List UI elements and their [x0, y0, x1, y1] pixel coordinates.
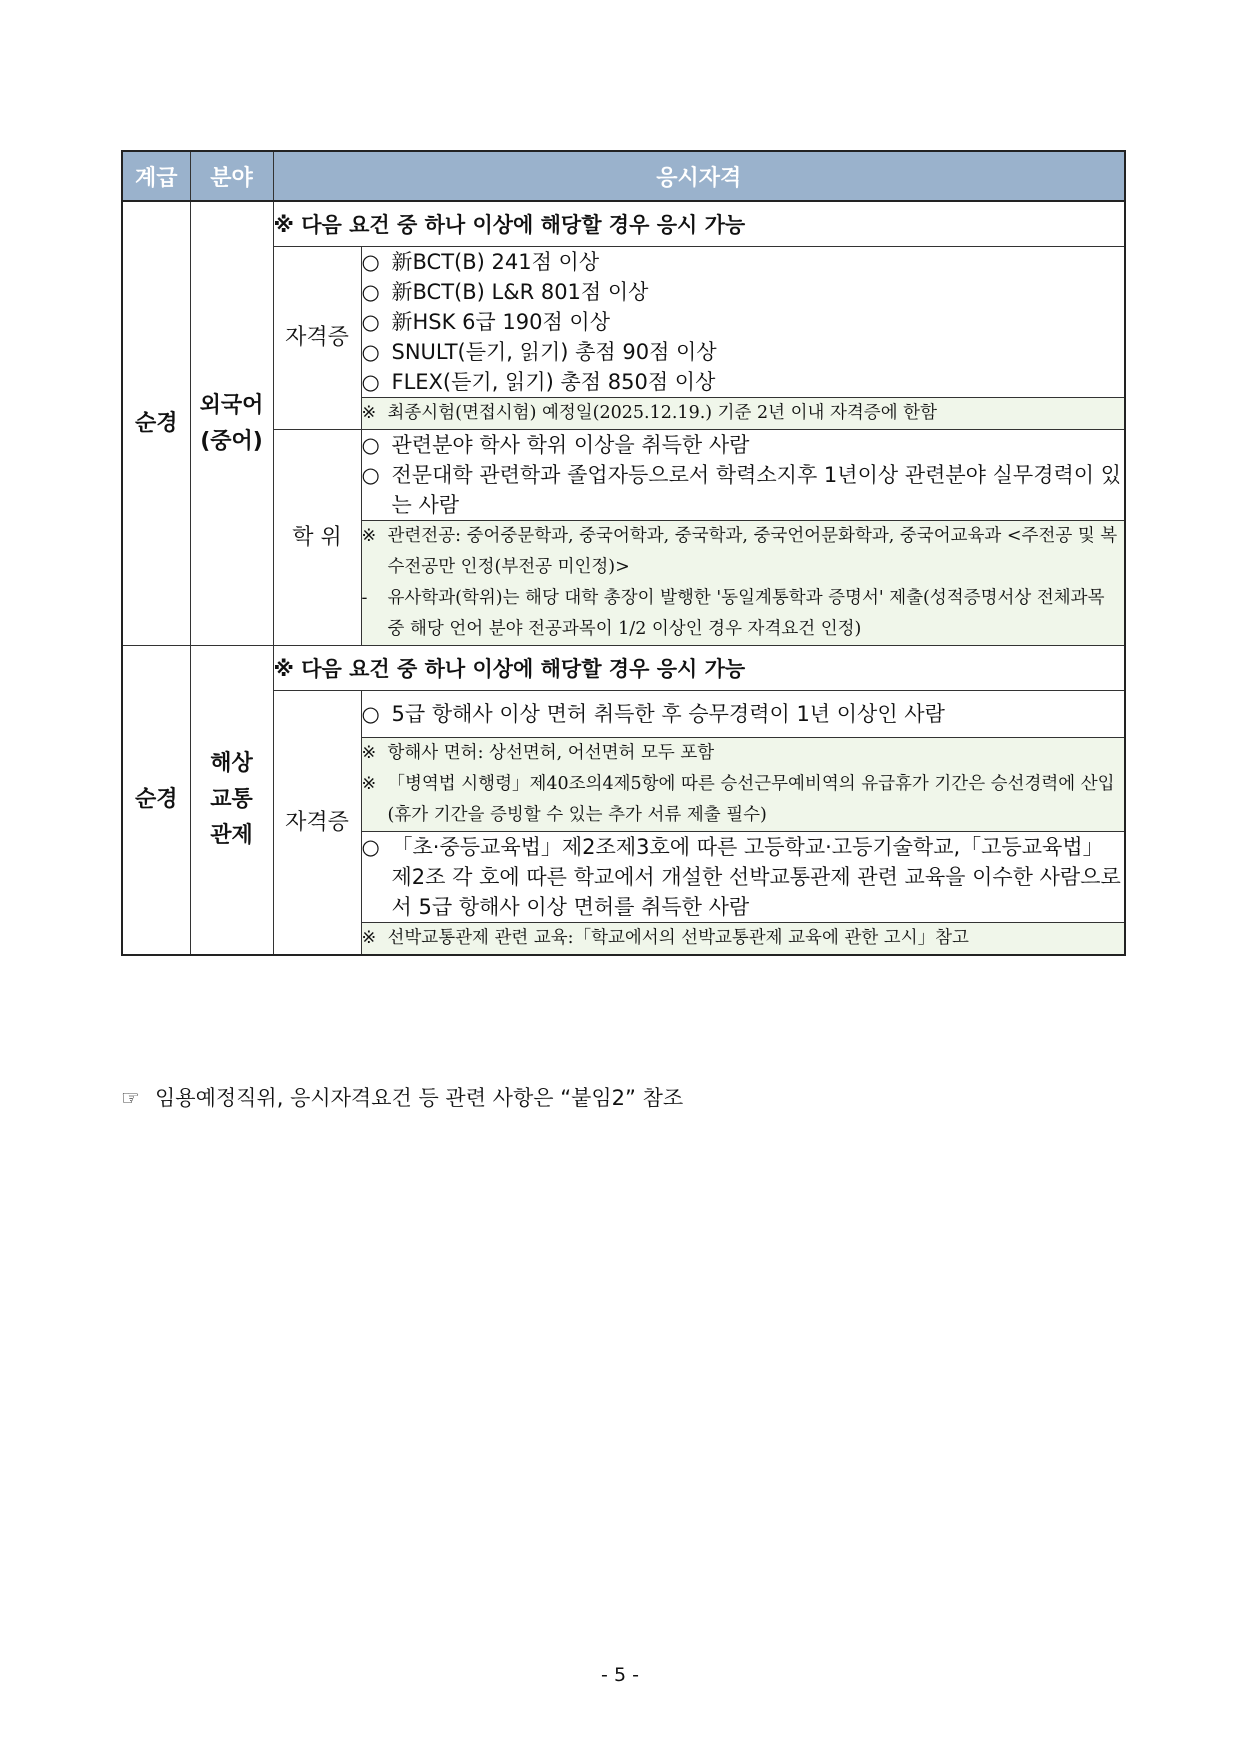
item-list — [361, 247, 1125, 398]
note-line: ※ 관련전공: 중어중문학과, 중국어학과, 중국학과, 중국언어문화학과, 중국어교육과 <주전공 및 복수전공만 인정(부전공 미인정)> — [361, 526, 1118, 577]
pointing-hand-icon: ☞ — [121, 1086, 140, 1110]
field-line: (중어) — [200, 428, 263, 454]
footnote-text: 임용예정직위, 응시자격요건 등 관련 사항은 “붙임2” 참조 — [155, 1086, 684, 1110]
note-line: ※ 「병역법 시행령」제40조의4제5항에 따른 승선근무예비역의 유급휴가 기간은 승선경력에 산입(휴가 기간을 증빙할 수 있는 추가 서류 제출 필수) — [361, 774, 1115, 825]
circle-bullet-icon: ○ — [361, 463, 380, 487]
degree-row — [122, 430, 1125, 521]
table-header-row — [122, 151, 1125, 201]
header-qualification: 응시자격 — [273, 151, 1125, 201]
subsection-label: 학 위 — [273, 430, 361, 646]
note-box — [361, 521, 1125, 646]
circle-bullet-icon: ○ — [361, 310, 380, 334]
note-box — [361, 398, 1125, 430]
certificate-row — [122, 247, 1125, 398]
section-2-banner-row — [122, 646, 1125, 691]
circle-bullet-icon: ○ — [361, 340, 380, 364]
section-1-banner-row — [122, 201, 1125, 247]
list-item: ○ FLEX(듣기, 읽기) 총점 850점 이상 — [362, 367, 1125, 397]
list-item: ○ 전문대학 관련학과 졸업자등으로서 학력소지후 1년이상 관련분야 실무경력이 있는 사람 — [362, 460, 1125, 520]
note-line: ※ 항해사 면허: 상선면허, 어선면허 모두 포함 — [361, 743, 715, 763]
subsection-label: 자격증 — [273, 247, 361, 430]
circle-bullet-icon: ○ — [361, 702, 380, 726]
circle-bullet-icon: ○ — [361, 433, 380, 457]
field-line: 교통 — [210, 787, 253, 812]
item-list — [361, 430, 1125, 521]
grade-cell: 순경 — [122, 201, 190, 646]
circle-bullet-icon: ○ — [361, 370, 380, 394]
field-line: 해상 — [210, 751, 253, 776]
note-line: ※ 선박교통관제 관련 교육:「학교에서의 선박교통관제 교육에 관한 고시」참고 — [361, 928, 969, 948]
list-item: ○ 5급 항해사 이상 면허 취득한 후 승무경력이 1년 이상인 사람 — [362, 699, 1125, 729]
field-line: 외국어 — [199, 392, 264, 418]
field-cell — [190, 646, 273, 956]
list-item: ○ 新BCT(B) 241점 이상 — [362, 247, 1125, 277]
qualification-table — [121, 150, 1126, 956]
circle-bullet-icon: ○ — [361, 280, 380, 304]
field-cell — [190, 201, 273, 646]
note-line: - 유사학과(학위)는 해당 대학 총장이 발행한 '동일계통학과 증명서' 제출(성적증명서상 전체과목 중 해당 언어 분야 전공과목이 1/2 이상인 경우 자격요건 인정) — [361, 588, 1105, 639]
license-row — [122, 691, 1125, 738]
circle-bullet-icon: ○ — [361, 835, 380, 859]
subsection-label: 자격증 — [273, 691, 361, 956]
reference-footnote — [121, 1082, 683, 1112]
grade-cell: 순경 — [122, 646, 190, 956]
note-line: ※ 최종시험(면접시험) 예정일(2025.12.19.) 기준 2년 이내 자격증에 한함 — [361, 403, 937, 423]
item-list — [361, 691, 1125, 738]
header-field: 분야 — [190, 151, 273, 201]
list-item: ○ 新BCT(B) L&R 801점 이상 — [362, 277, 1125, 307]
field-line: 관제 — [210, 823, 253, 848]
eligibility-banner: ※ 다음 요건 중 하나 이상에 해당할 경우 응시 가능 — [273, 646, 1125, 691]
header-grade: 계급 — [122, 151, 190, 201]
list-item: ○ 「초·중등교육법」제2조제3호에 따른 고등학교·고등기술학교,「고등교육법」 제2조 각 호에 따른 학교에서 개설한 선박교통관제 관련 교육을 이수한 사람으로서 5급 항해사 이상 면허를 취득한 사람 — [362, 832, 1125, 922]
item-list — [361, 832, 1125, 923]
list-item: ○ 新HSK 6급 190점 이상 — [362, 307, 1125, 337]
list-item: ○ 관련분야 학사 학위 이상을 취득한 사람 — [362, 430, 1125, 460]
circle-bullet-icon: ○ — [361, 250, 380, 274]
eligibility-banner: ※ 다음 요건 중 하나 이상에 해당할 경우 응시 가능 — [273, 201, 1125, 247]
note-box — [361, 738, 1125, 832]
list-item: ○ SNULT(듣기, 읽기) 총점 90점 이상 — [362, 337, 1125, 367]
page-number: - 5 - — [601, 1664, 639, 1686]
note-box — [361, 923, 1125, 956]
